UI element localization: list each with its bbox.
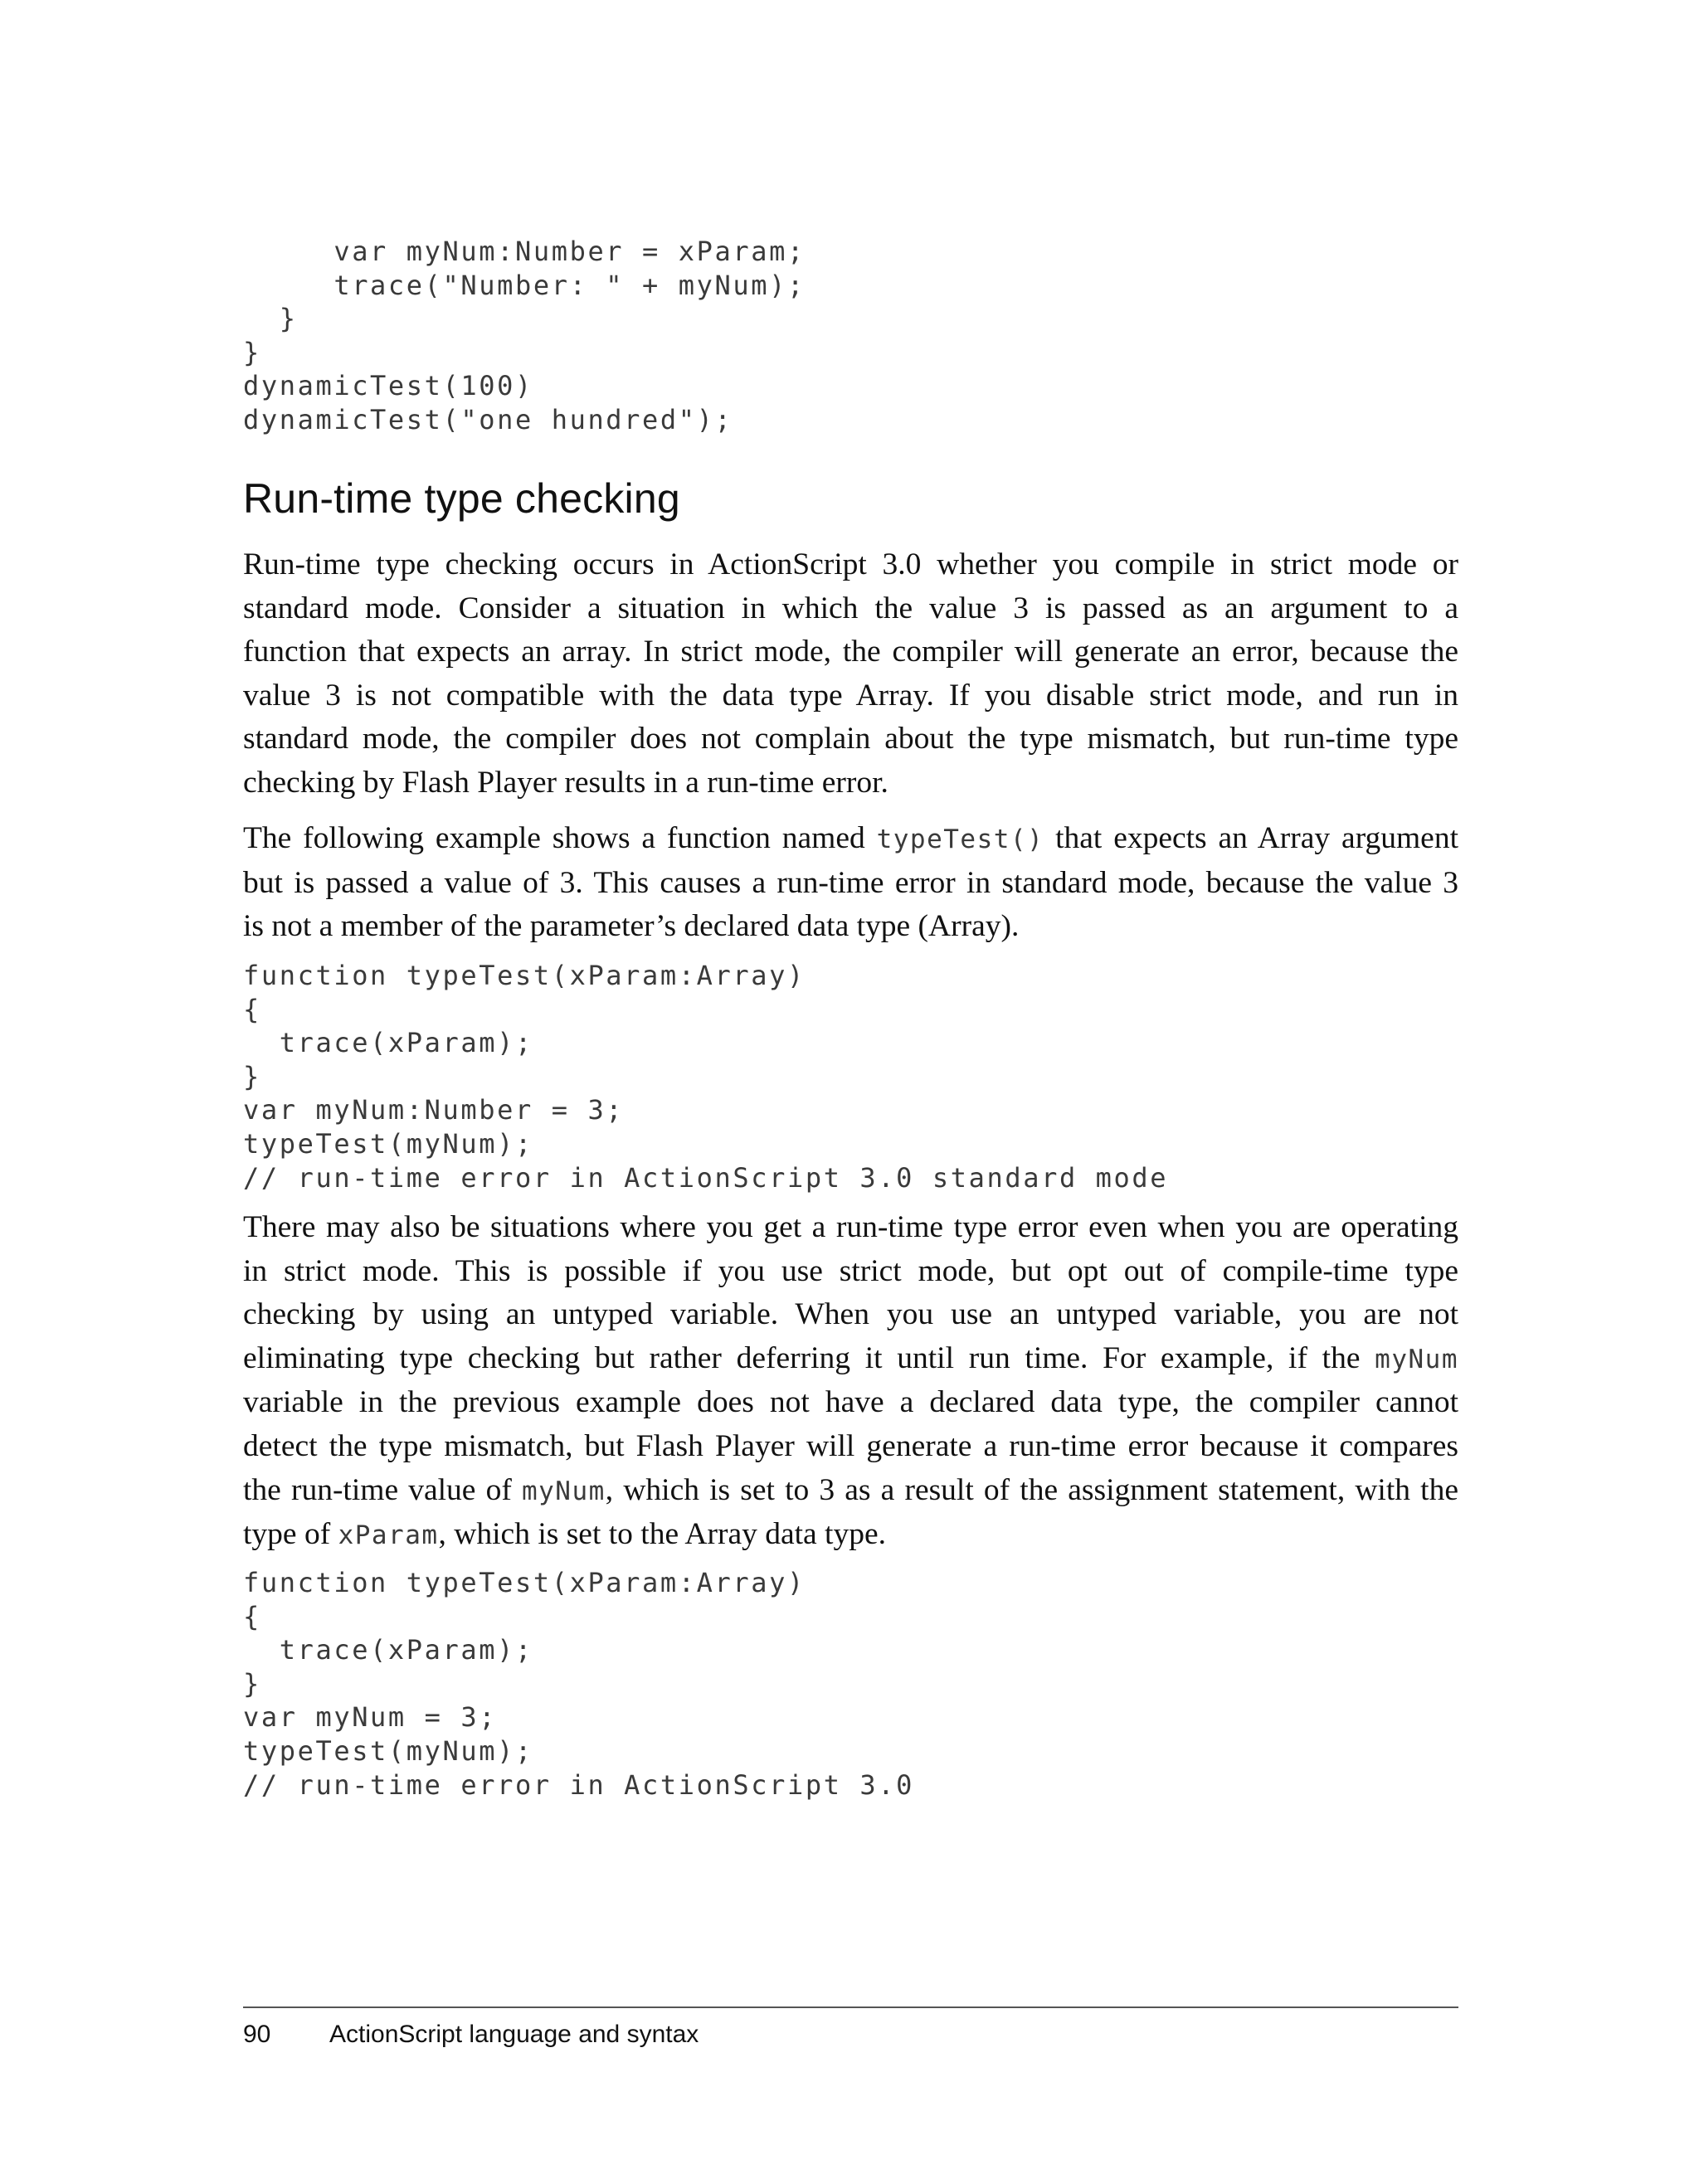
footer-divider — [243, 2006, 1458, 2008]
text-line — [243, 1469, 1458, 1514]
text-line: function that expects an array. In strict mode, the compiler will generate an error, because the — [243, 635, 1458, 669]
code-line: trace(xParam); — [243, 1027, 533, 1059]
code-line: var myNum = 3; — [243, 1701, 498, 1734]
running-title: ActionScript language and syntax — [329, 2021, 699, 2048]
inline-code: myNum — [1375, 1344, 1458, 1374]
code-block-untyped-variable — [243, 1566, 914, 1802]
code-line: dynamicTest("one hundred"); — [243, 403, 733, 435]
text-line: There may also be situations where you get a run-time type error even when you are operating — [243, 1210, 1458, 1244]
code-block-standard-mode — [243, 959, 1168, 1194]
section-heading: Run-time type checking — [243, 475, 680, 522]
code-line: { — [243, 1600, 261, 1632]
text-line: variable in the previous example does not have a declared data type, the compiler cannot — [243, 1385, 1458, 1420]
code-line: typeTest(myNum); — [243, 1127, 533, 1160]
text-line: detect the type mismatch, but Flash Player will generate a run-time error because it compares — [243, 1428, 1458, 1463]
code-line: function typeTest(xParam:Array) — [243, 1567, 806, 1598]
text-line: but is passed a value of 3. This causes a run-time error in standard mode, because the value 3 — [243, 865, 1458, 900]
text-line — [243, 1513, 1458, 1558]
code-line: var myNum:Number = 3; — [243, 1094, 625, 1126]
text-line: value 3 is not compatible with the data type Array. If you disable strict mode, and run in — [243, 678, 1458, 713]
code-line: } — [243, 303, 298, 335]
code-line: trace(xParam); — [243, 1634, 533, 1666]
text-run: eliminating type checking but rather deferring it until run time. For example, if the — [243, 1340, 1375, 1375]
code-line: // run-time error in ActionScript 3.0 — [243, 1768, 915, 1801]
code-line: } — [243, 336, 261, 368]
inline-code: myNum — [521, 1476, 606, 1506]
text-line: standard mode. Consider a situation in which the value 3 is passed as an argument to a — [243, 591, 1458, 625]
paragraph-strict-mode-untyped — [243, 1206, 1458, 1558]
text-run: , which is set to 3 as a result of the assignment statement, with the — [605, 1472, 1458, 1507]
code-line: var myNum:Number = xParam; — [243, 236, 806, 267]
code-block-dynamic-test — [243, 235, 806, 437]
inline-code: xParam — [338, 1520, 439, 1551]
code-line: { — [243, 993, 261, 1025]
text-line: checking by using an untyped variable. When you use an untyped variable, you are not — [243, 1297, 1458, 1332]
code-line: typeTest(myNum); — [243, 1734, 533, 1767]
paragraph-typetest-example — [243, 817, 1458, 949]
text-run: type of — [243, 1517, 338, 1552]
page-number: 90 — [243, 2021, 271, 2048]
code-line: function typeTest(xParam:Array) — [243, 960, 806, 991]
text-run: , which is set to the Array data type. — [438, 1517, 886, 1552]
text-line: in strict mode. This is possible if you use strict mode, but opt out of compile-time type — [243, 1253, 1458, 1288]
code-line: // run-time error in ActionScript 3.0 standard mode — [243, 1161, 1169, 1194]
text-run: the run-time value of — [243, 1472, 522, 1507]
text-line: is not a member of the parameter’s declared data type (Array). — [243, 909, 1020, 944]
code-line: trace("Number: " + myNum); — [243, 269, 806, 301]
text-line: Run-time type checking occurs in ActionScript 3.0 whether you compile in strict mode or — [243, 547, 1458, 581]
text-run: that expects an Array argument — [1044, 821, 1458, 855]
inline-code: typeTest() — [876, 824, 1044, 854]
code-line: } — [243, 1060, 261, 1092]
paragraph-runtime-intro — [243, 543, 1458, 805]
text-run: The following example shows a function named — [243, 821, 877, 855]
code-line: dynamicTest(100) — [243, 370, 533, 402]
code-line: } — [243, 1667, 261, 1700]
text-line: checking by Flash Player results in a run-time error. — [243, 765, 888, 800]
text-line — [243, 1337, 1458, 1382]
text-line — [243, 817, 1458, 862]
text-line: standard mode, the compiler does not complain about the type mismatch, but run-time type — [243, 722, 1458, 756]
